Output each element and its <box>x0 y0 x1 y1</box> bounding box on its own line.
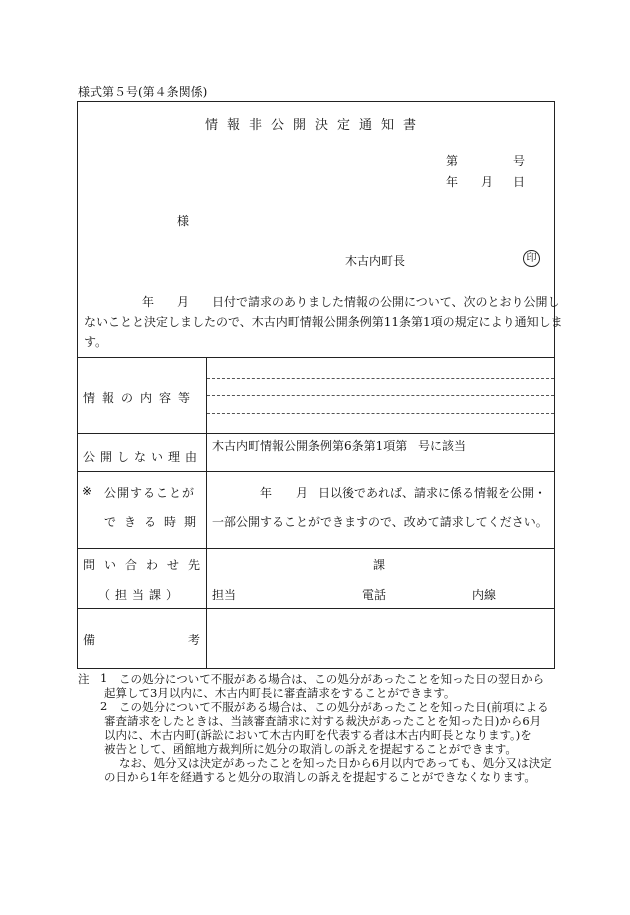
contact-label: 問い合わせ先 <box>83 558 210 572</box>
contact-section-suffix: 課 <box>373 558 386 572</box>
remarks-label-2: 考 <box>188 633 201 647</box>
remarks-label-1: 備 <box>83 633 96 647</box>
note-2-line-3: 以内に、木古内町(訴訟において木古内町を代表する者は木古内町長となります。)を <box>104 728 532 742</box>
date-year: 年 <box>446 175 459 189</box>
note-2-line-2: 審査請求をしたときは、当該審査請求に対する裁決があったことを知った日)から6月 <box>104 714 542 728</box>
disclosable-month: 月 <box>296 486 309 500</box>
contact-phone-label: 電話 <box>362 588 387 602</box>
number-suffix: 号 <box>513 154 526 168</box>
note-1-line-2: 起算して3月以内に、木古内町長に審査請求をすることができます。 <box>104 686 456 700</box>
content-dotted-line-3 <box>207 413 554 414</box>
number-prefix: 第 <box>446 154 459 168</box>
content-label: 情報の内容等 <box>83 391 198 405</box>
date-day: 日 <box>513 175 526 189</box>
content-dotted-line-1 <box>207 378 554 379</box>
rule-table-top <box>77 357 555 358</box>
form-label: 様式第５号(第４条関係) <box>78 85 208 99</box>
disclosable-label-1: 公開することが <box>104 486 196 500</box>
date-month: 月 <box>481 175 494 189</box>
contact-ext-label: 内線 <box>472 588 497 602</box>
notes-prefix: 注 <box>78 672 90 686</box>
rule-after-contact <box>77 608 555 609</box>
note-2-line-1: この処分について不服がある場合は、この処分があったことを知った日(前項による <box>119 700 549 714</box>
disclosable-text-2: 一部公開することができますので、改めて請求してください。 <box>212 515 548 529</box>
note-2-line-4: 被告として、函館地方裁判所に処分の取消しの訴えを提起することができます。 <box>104 742 517 756</box>
disclosable-text-1: 日以後であれば、請求に係る情報を公開・ <box>318 486 547 500</box>
note-3-line-1: なお、処分又は決定があったことを知った日から6月以内であっても、処分又は決定 <box>119 756 552 770</box>
note-1-line-1: この処分について不服がある場合は、この処分があったことを知った日の翌日から <box>119 672 545 686</box>
body-line-3: す。 <box>84 335 108 349</box>
reason-label: 公開しない理由 <box>83 450 203 464</box>
contact-person-label: 担当 <box>212 588 237 602</box>
disclosable-mark: ※ <box>82 484 93 498</box>
contact-sub-label: （担当課） <box>98 588 184 602</box>
rule-after-disclosable <box>77 548 555 549</box>
disclosable-label-2: できる時期 <box>104 515 205 529</box>
recipient-suffix: 様 <box>177 214 190 228</box>
rule-after-reason <box>77 471 555 472</box>
note-2-number: 2 <box>100 699 108 713</box>
body-month: 月 <box>177 295 190 309</box>
body-line-2: ないことと決定しましたので、木古内町情報公開条例第11条第1項の規定により通知しま <box>84 315 563 329</box>
rule-after-content <box>77 433 555 434</box>
note-1-number: 1 <box>100 671 108 685</box>
reason-value-2: 号に該当 <box>418 439 467 453</box>
rule-label-column <box>206 357 207 669</box>
content-dotted-line-2 <box>207 395 554 396</box>
sender-name: 木古内町長 <box>345 254 406 268</box>
body-line-1: 日付で請求のありました情報の公開について、次のとおり公開し <box>212 295 560 309</box>
body-year: 年 <box>142 295 155 309</box>
document-title: 情報非公開決定通知書 <box>204 118 425 133</box>
disclosable-year: 年 <box>260 486 273 500</box>
reason-value-1: 木古内町情報公開条例第6条第1項第 <box>212 439 408 453</box>
seal-mark: 印 <box>523 250 540 267</box>
note-3-line-2: の日から1年を経過すると処分の取消しの訴えを提起することができなくなります。 <box>104 770 536 784</box>
